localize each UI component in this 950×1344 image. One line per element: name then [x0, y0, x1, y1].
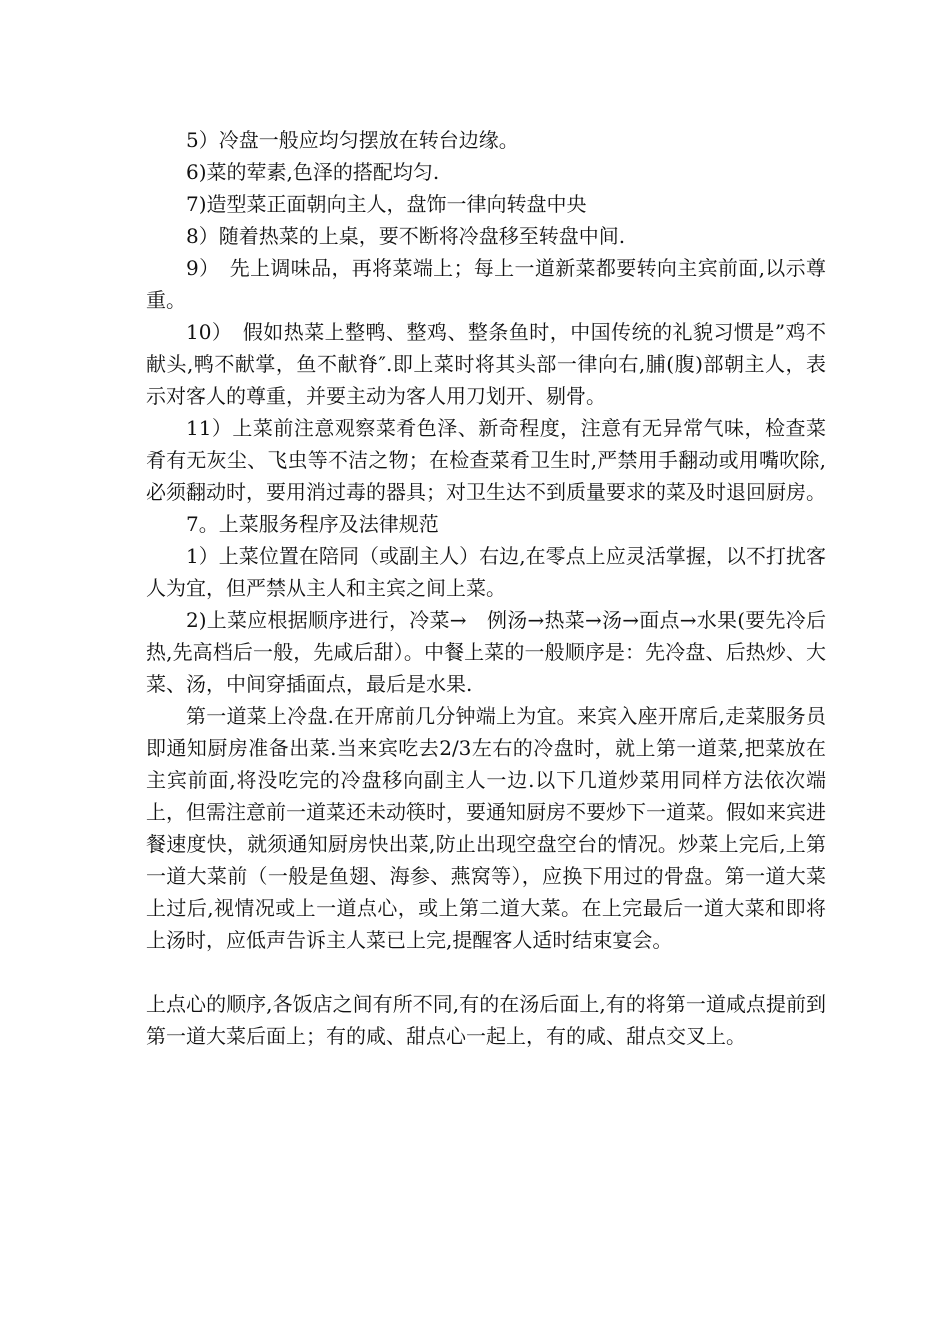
paragraph-first-course: 第一道菜上冷盘.在开席前几分钟端上为宜。来宾入座开席后,走菜服务员即通知厨房准备出菜.当来宾吃去2/3左右的冷盘时，就上第一道菜,把菜放在主宾前面,将没吃完的冷盘移向副主人一边.以下几道炒菜用同样方法依次端上，但需注意前一道菜还未动筷时，要通知厨房不要炒下一道菜。假如来宾进餐速度快，就须通知厨房快出菜,防止出现空盘空台的情况。炒菜上完后,上第一道大菜前（一般是鱼翅、海参、燕窝等），应换下用过的骨盘。第一道大菜上过后,视情况或上一道点心，或上第二道大菜。在上完最后一道大菜和即将上汤时，应低声告诉主人菜已上完,提醒客人适时结束宴会。 — [146, 704, 826, 952]
paragraph-serving-order: 2)上菜应根据顺序进行，冷菜→ 例汤→热菜→汤→面点→水果(要先冷后热,先高档后一般，先咸后甜）。中餐上菜的一般顺序是：先冷盘、后热炒、大菜、汤，中间穿插面点，最后是水果. — [146, 608, 826, 696]
paragraph-item-10: 10） 假如热菜上整鸭、整鸡、整条鱼时，中国传统的礼貌习惯是”鸡不献头,鸭不献掌，鱼不献脊″.即上菜时将其头部一律向右,脯(腹)部朝主人，表示对客人的尊重，并要主动为客人用刀划开、剔骨。 — [146, 320, 826, 408]
paragraph-item-8: 8）随着热菜的上桌，要不断将冷盘移至转盘中间. — [186, 224, 626, 248]
paragraph-item-9: 9） 先上调味品，再将菜端上；每上一道新菜都要转向主宾前面,以示尊重。 — [146, 256, 826, 312]
paragraph-item-5: 5）冷盘一般应均匀摆放在转台边缘。 — [186, 128, 519, 152]
paragraph-item-6: 6)菜的荤素,色泽的搭配均匀. — [186, 160, 440, 184]
paragraph-item-7: 7)造型菜正面朝向主人，盘饰一律向转盘中央 — [186, 192, 587, 216]
section-heading: 7。上菜服务程序及法律规范 — [186, 512, 439, 536]
paragraph-dessert-order: 上点心的顺序,各饭店之间有所不同,有的在汤后面上,有的将第一道咸点提前到第一道大菜后面上；有的咸、甜点心一起上，有的咸、甜点交叉上。 — [146, 992, 826, 1048]
paragraph-serving-position: 1）上菜位置在陪同（或副主人）右边,在零点上应灵活掌握，以不打扰客人为宜，但严禁从主人和主宾之间上菜。 — [146, 544, 826, 600]
body-text — [146, 124, 826, 1052]
paragraph-item-11: 11）上菜前注意观察菜肴色泽、新奇程度，注意有无异常气味，检查菜肴有无灰尘、飞虫等不洁之物；在检查菜肴卫生时,严禁用手翻动或用嘴吹除,必须翻动时，要用消过毒的器具；对卫生达不到质量要求的菜及时退回厨房。 — [146, 416, 826, 504]
